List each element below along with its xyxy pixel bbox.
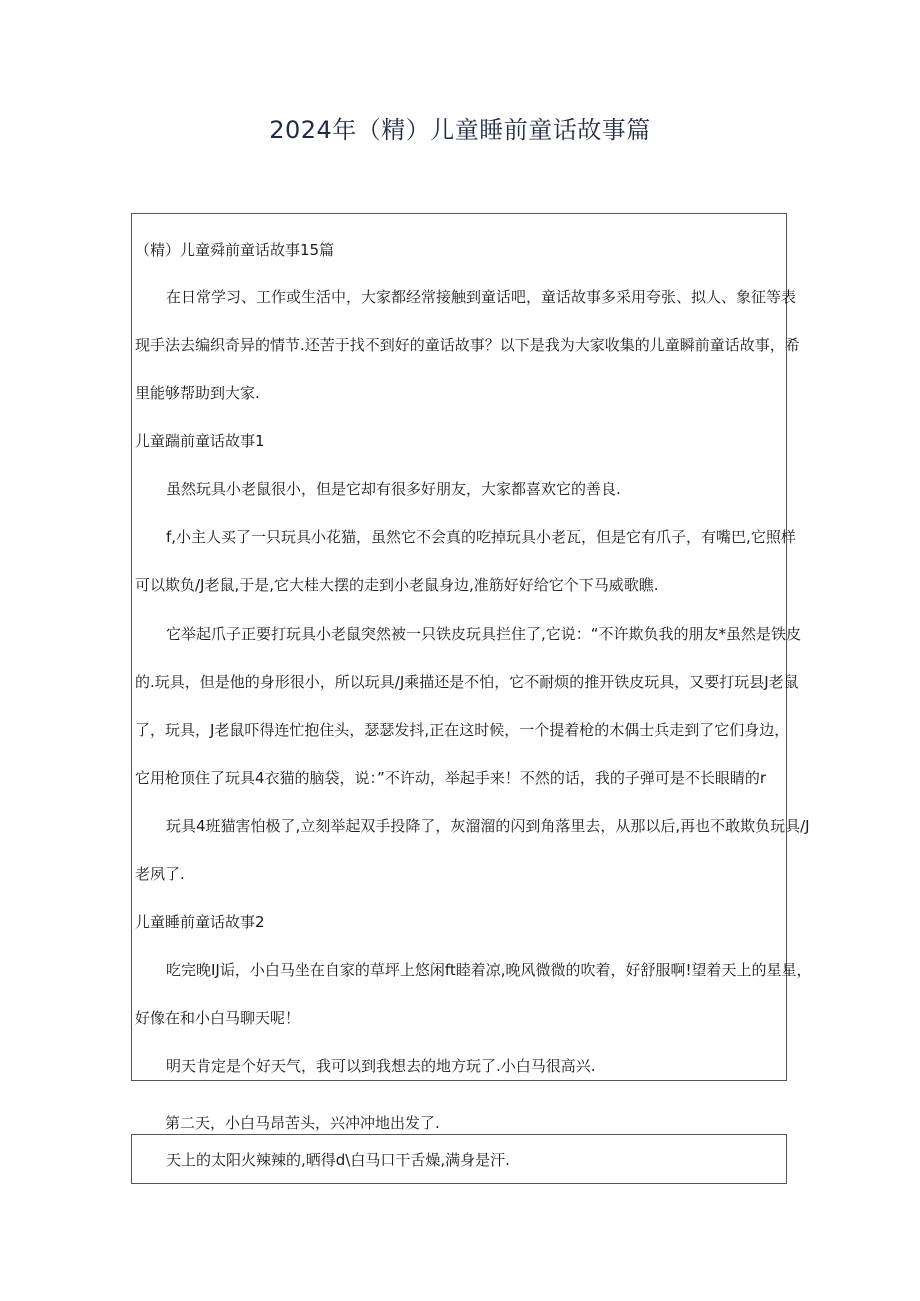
- content-box: [131, 1134, 787, 1184]
- paragraph-line: 好像在和小白马聊天呢！: [135, 1009, 301, 1027]
- content-box: [131, 213, 812, 1081]
- paragraph-line: 吃完晚IJ诟，小白马坐在自家的草坪上悠闲ft睦着凉,晚风微微的吹着，好舒服啊!望着天上的星星，: [166, 961, 812, 979]
- paragraph-line: 第二天，小白马昂苦头，兴冲冲地出发了.: [165, 1114, 440, 1132]
- paragraph-line: 的.玩具，但是他的身形很小，所以玩具/J乘描还是不怕，它不耐烦的推开铁皮玩具，又要打玩县J老鼠: [135, 673, 799, 691]
- paragraph-line: 玩具4班猫害怕极了,立刻举起双手投降了，灰溜溜的闪到角落里去，从那以后,再也不敢欺负玩具/J: [166, 817, 810, 835]
- paragraph-line: f,小主人买了一只玩具小花猫，虽然它不会真的吃掉玩具小老瓦，但是它有爪子，有嘴巴,它照样: [166, 528, 796, 546]
- paragraph-line: 虽然玩具小老鼠很小，但是它却有很多好朋友，大家都喜欢它的善良.: [166, 480, 621, 498]
- document-title: 2024年（精）儿童睡前童话故事篇: [269, 116, 651, 144]
- paragraph-line: 老夙了.: [135, 865, 185, 883]
- paragraph-line: 它举起爪子正要打玩具小老鼠突然被一只铁皮玩具拦住了,它说：“不许欺负我的朋友*虽然是铁皮: [166, 625, 802, 643]
- paragraph-line: 在日常学习、工作或生活中，大家都经常接触到童话吧，童话故事多采用夸张、拟人、象征等表: [166, 288, 797, 306]
- paragraph-line: 明天肯定是个好天气，我可以到我想去的地方玩了.小白马很高兴.: [166, 1057, 596, 1075]
- subtitle: （精）儿童舜前童话故事15篇: [135, 241, 335, 259]
- section-heading: 儿童踹前童话故事1: [135, 432, 265, 450]
- section-heading: 儿童睡前童话故事2: [135, 913, 265, 931]
- paragraph-line: 天上的太阳火辣辣的,晒得d\白马口干舌燥,满身是汗.: [166, 1151, 510, 1169]
- paragraph-line: 可以欺负/J老鼠,于是,它大桂大摆的走到小老鼠身边,准筋好好给它个下马威歌瞧.: [135, 576, 659, 594]
- paragraph-line: 了，玩具，J老鼠吓得连忙抱住头，瑟瑟发抖,正在这时候，一个提着枪的木偶士兵走到了它们身边，: [135, 721, 790, 739]
- paragraph-line: 它用枪顶住了玩具4衣猫的脑袋，说：”不许动，举起手来！不然的话，我的子弹可是不长眼睛的r: [135, 769, 766, 787]
- paragraph-line: 现手法去编织奇异的情节.还苦于找不到好的童话故事？以下是我为大家收集的儿童瞬前童话故事，希: [135, 336, 800, 354]
- paragraph-line: 里能够帮助到大家.: [135, 384, 260, 402]
